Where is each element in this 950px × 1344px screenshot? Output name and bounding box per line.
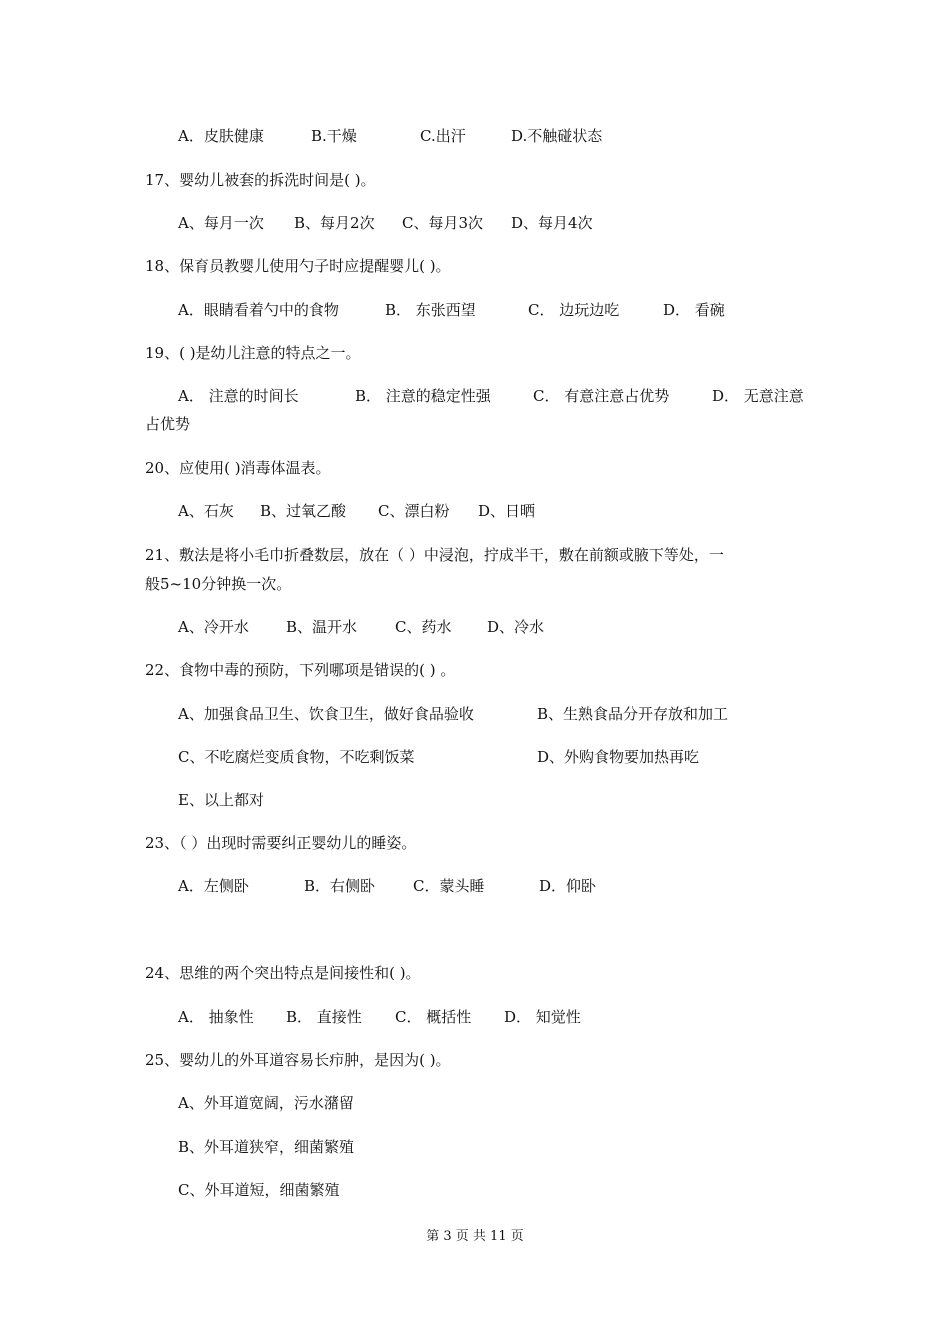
q20-option-a: A、石灰: [178, 502, 234, 520]
q25-stem: 25、婴幼儿的外耳道容易长疖肿，是因为( )。: [145, 1051, 451, 1069]
q23-option-d: D．仰卧: [539, 877, 597, 895]
q21-option-a: A、冷开水: [178, 618, 249, 636]
q20-stem: 20、应使用( )消毒体温表。: [145, 459, 331, 477]
q17-option-c: C、每月3次: [402, 214, 484, 232]
q24-option-d: D． 知觉性: [504, 1008, 581, 1026]
q23-stem: 23、（ ）出现时需要纠正婴幼儿的睡姿。: [145, 834, 417, 852]
q21-option-d: D、冷水: [487, 618, 545, 636]
q16-option-d: D.不触碰状态: [511, 127, 603, 145]
q21-option-c: C、药水: [395, 618, 452, 636]
q25-option-c: C、外耳道短，细菌繁殖: [178, 1181, 340, 1199]
q24-stem: 24、思维的两个突出特点是间接性和( )。: [145, 964, 421, 982]
q19-option-c: C． 有意注意占优势: [533, 387, 670, 405]
q18-option-d: D． 看碗: [663, 301, 725, 319]
q18-option-a: A．眼睛看着勺中的食物: [178, 301, 339, 319]
q19-option-d: D． 无意注意: [712, 387, 804, 405]
q21-option-b: B、温开水: [286, 618, 358, 636]
q18-option-c: C． 边玩边吃: [528, 301, 620, 319]
q20-option-b: B、过氧乙酸: [260, 502, 347, 520]
q22-option-d: D、外购食物要加热再吃: [537, 748, 700, 766]
q19-option-a: A． 注意的时间长: [178, 387, 299, 405]
q22-option-c: C、不吃腐烂变质食物，不吃剩饭菜: [178, 748, 415, 766]
q21-stem: 21、敷法是将小毛巾折叠数层，放在（ ）中浸泡，拧成半干，敷在前额或腋下等处，一: [145, 546, 724, 564]
q19-option-b: B． 注意的稳定性强: [355, 387, 491, 405]
q23-option-c: C．蒙头睡: [413, 877, 485, 895]
q23-option-b: B．右侧卧: [304, 877, 376, 895]
q17-option-b: B、每月2次: [294, 214, 375, 232]
q20-option-c: C、漂白粉: [378, 502, 450, 520]
q19-stem: 19、( )是幼儿注意的特点之一。: [145, 344, 361, 362]
page-number: 第 3 页 共 11 页: [426, 1229, 524, 1244]
q25-option-a: A、外耳道宽阔，污水潴留: [178, 1094, 354, 1112]
q22-option-a: A、加强食品卫生、饮食卫生，做好食品验收: [178, 705, 474, 723]
q16-option-b: B.干燥: [311, 127, 357, 145]
q22-option-b: B、生熟食品分开存放和加工: [537, 705, 729, 723]
q16-option-c: C.出汗: [420, 127, 466, 145]
q20-option-d: D、日晒: [478, 502, 536, 520]
q16-option-a: A．皮肤健康: [178, 127, 264, 145]
q19-option-d-wrap: 占优势: [145, 415, 191, 433]
q17-option-d: D、每月4次: [511, 214, 593, 232]
q24-option-a: A． 抽象性: [178, 1008, 254, 1026]
q21-stem-wrap: 般5~10分钟换一次。: [145, 575, 292, 593]
q23-option-a: A．左侧卧: [178, 877, 249, 895]
q18-stem: 18、保育员教婴儿使用勺子时应提醒婴儿( )。: [145, 257, 451, 275]
q25-option-b: B、外耳道狭窄，细菌繁殖: [178, 1138, 355, 1156]
q18-option-b: B． 东张西望: [385, 301, 476, 319]
q22-stem: 22、食物中毒的预防，下列哪项是错误的( ) 。: [145, 661, 456, 679]
q24-option-c: C． 概括性: [395, 1008, 472, 1026]
q24-option-b: B． 直接性: [286, 1008, 362, 1026]
q22-option-e: E、以上都对: [178, 791, 264, 809]
q17-stem: 17、婴幼儿被套的拆洗时间是( )。: [145, 171, 376, 189]
q17-option-a: A、每月一次: [178, 214, 264, 232]
